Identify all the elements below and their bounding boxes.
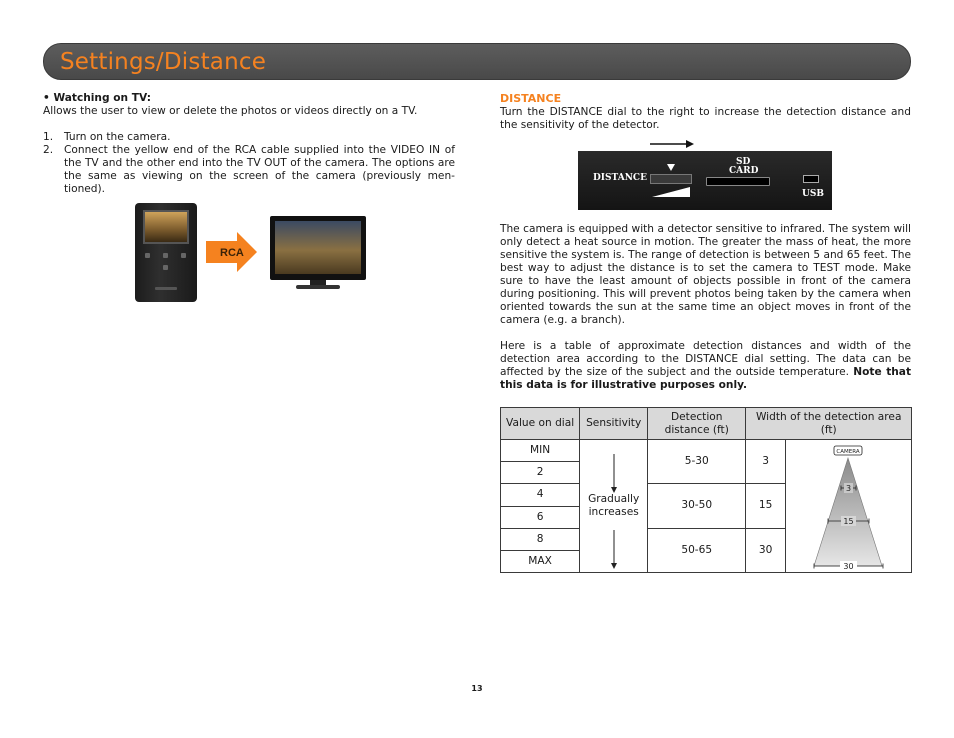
panel-card-label: CARD bbox=[729, 166, 759, 176]
distance-range: 50-65 bbox=[648, 528, 746, 573]
section-title-distance: DISTANCE bbox=[500, 92, 562, 105]
dial-switch bbox=[650, 174, 692, 184]
tv-base bbox=[296, 285, 340, 289]
width-label-3: 3 bbox=[845, 484, 852, 493]
dial-value: MAX bbox=[501, 551, 580, 573]
left-column bbox=[43, 92, 455, 196]
wedge-icon bbox=[650, 186, 692, 198]
step-number: 1. bbox=[43, 131, 54, 143]
sd-card-slot bbox=[706, 177, 770, 186]
tv-image bbox=[270, 216, 366, 290]
infrared-paragraph: The camera is equipped with a detector sensitive to infrared. The system will only detect a heat source in motion. The greater the mass of heat, the more sensitive the system is. The range of detection is between 5 and 65 feet. The best way to adjust the distance is to set the camera to TEST mode. Make sure to have the least amount of objects possible in front of the camera during positioning. This will prevent photos being taken by the camera when oriented towards the sun at the same time an object moves in front of the camera (e.g. a branch). bbox=[500, 223, 911, 326]
dial-value: 6 bbox=[501, 506, 580, 528]
list-item bbox=[43, 144, 455, 196]
camera-label: CAMERA bbox=[836, 449, 860, 456]
step-text: Connect the yellow end of the RCA cable supplied into the VIDEO IN of the TV and the other end into the TV OUT of the camera. The options are the same as viewing on the screen of the camera (previously men-tioned). bbox=[64, 144, 455, 195]
dial-value: MIN bbox=[501, 440, 580, 462]
camera-button-icon bbox=[163, 265, 168, 270]
right-column-body bbox=[500, 223, 911, 392]
header-sensitivity: Sensitivity bbox=[580, 408, 648, 440]
dial-value: 2 bbox=[501, 462, 580, 484]
rca-arrow-icon bbox=[206, 232, 257, 272]
header-width: Width of the detection area (ft) bbox=[746, 408, 912, 440]
distance-table bbox=[500, 407, 912, 573]
table-row bbox=[501, 440, 912, 462]
sensitivity-cell bbox=[580, 440, 648, 573]
distance-range: 5-30 bbox=[648, 440, 746, 484]
list-item bbox=[43, 131, 455, 144]
arrow-down-icon bbox=[608, 454, 620, 494]
step-text: Turn on the camera. bbox=[64, 131, 171, 143]
triangle-down-icon bbox=[667, 164, 675, 171]
usb-port bbox=[803, 175, 819, 183]
tv-screen bbox=[270, 216, 366, 280]
header-dial: Value on dial bbox=[501, 408, 580, 440]
illustrative-note: Note that this data is for illustrative purposes only. bbox=[500, 366, 912, 391]
tv-picture bbox=[275, 221, 361, 274]
detection-cone-diagram bbox=[786, 440, 911, 572]
detection-cone-cell bbox=[785, 440, 911, 573]
camera-button-icon bbox=[181, 253, 186, 258]
detection-cone-shape bbox=[814, 458, 882, 566]
width-value: 15 bbox=[746, 484, 786, 529]
distance-range: 30-50 bbox=[648, 484, 746, 529]
page-title: Settings/Distance bbox=[60, 49, 267, 75]
page-number: 13 bbox=[471, 684, 483, 693]
camera-screen bbox=[143, 210, 189, 244]
camera-logo bbox=[155, 287, 177, 290]
bullet-heading: • Watching on TV: bbox=[43, 92, 151, 104]
table-header-row bbox=[501, 408, 912, 440]
rca-label: RCA bbox=[220, 247, 244, 259]
distance-dial-panel-image bbox=[578, 151, 832, 210]
distance-intro: Turn the DISTANCE dial to the right to increase the detection distance and the sensitivity of the detector. bbox=[500, 106, 911, 131]
sensitivity-text: Gradually increases bbox=[588, 493, 640, 518]
width-label-15: 15 bbox=[843, 517, 854, 526]
camera-image bbox=[135, 203, 197, 302]
panel-usb-label: USB bbox=[802, 189, 824, 199]
camera-button-icon bbox=[163, 253, 168, 258]
camera-button-icon bbox=[145, 253, 150, 258]
arrow-down-icon bbox=[608, 530, 620, 570]
intro-text: Allows the user to view or delete the photos or videos directly on a TV. bbox=[43, 105, 418, 117]
width-label-30: 30 bbox=[843, 562, 854, 571]
panel-distance-label: DISTANCE bbox=[593, 173, 647, 183]
steps-list bbox=[43, 131, 455, 196]
table-intro-paragraph bbox=[500, 340, 911, 392]
header-bar bbox=[43, 43, 911, 80]
arrow-right-icon bbox=[650, 139, 694, 149]
right-column bbox=[500, 92, 911, 132]
width-value: 30 bbox=[746, 528, 786, 573]
width-value: 3 bbox=[746, 440, 786, 484]
table-intro-text: Here is a table of approximate detection distances and width of the detection area according to the DISTANCE dial setting. The data can be affected by the size of the subject and the outside temperature. bbox=[500, 340, 911, 378]
dial-value: 4 bbox=[501, 484, 580, 507]
panel-sd-label: SD bbox=[736, 157, 751, 167]
step-number: 2. bbox=[43, 144, 54, 156]
dial-value: 8 bbox=[501, 528, 580, 551]
header-distance: Detection distance (ft) bbox=[648, 408, 746, 440]
